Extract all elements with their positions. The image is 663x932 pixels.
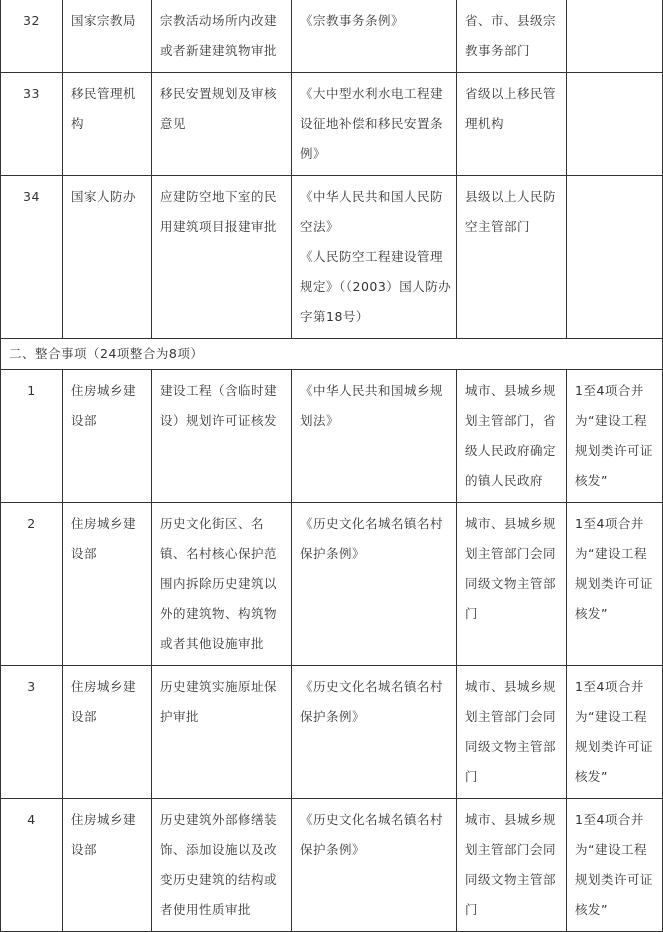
basis-cell — [292, 73, 457, 176]
department-cell: 国家宗教局 — [63, 0, 152, 73]
department-cell: 住房城乡建设部 — [63, 666, 152, 799]
authority-cell: 城市、县城乡规划主管部门会同同级文物主管部门 — [457, 503, 567, 666]
table-row — [1, 799, 663, 932]
section-title: 二、整合事项（24项整合为8项） — [1, 339, 663, 370]
item-cell: 建设工程（含临时建设）规划许可证核发 — [152, 370, 292, 503]
item-cell: 宗教活动场所内改建或者新建建筑物审批 — [152, 0, 292, 73]
note-cell: 1至4项合并为“建设工程规划类许可证核发” — [567, 666, 663, 799]
row-number: 3 — [1, 666, 63, 799]
item-cell: 历史文化街区、名镇、名村核心保护范围内拆除历史建筑以外的建筑物、构筑物或者其他设施审批 — [152, 503, 292, 666]
note-cell — [567, 73, 663, 176]
item-cell: 历史建筑实施原址保护审批 — [152, 666, 292, 799]
authority-cell: 城市、县城乡规划主管部门，省级人民政府确定的镇人民政府 — [457, 370, 567, 503]
department-cell: 移民管理机构 — [63, 73, 152, 176]
note-cell: 1至4项合并为“建设工程规划类许可证核发” — [567, 370, 663, 503]
authority-cell: 城市、县城乡规划主管部门会同同级文物主管部门 — [457, 666, 567, 799]
item-cell: 移民安置规划及审核意见 — [152, 73, 292, 176]
note-cell — [567, 0, 663, 73]
basis-cell — [292, 176, 457, 339]
basis-cell — [292, 503, 457, 666]
row-number: 4 — [1, 799, 63, 932]
basis-cell — [292, 0, 457, 73]
basis-text: 《人民防空工程建设管理规定》（（2003）国人防办字第18号） — [300, 249, 452, 324]
authority-cell: 城市、县城乡规划主管部门会同同级文物主管部门 — [457, 799, 567, 932]
basis-text: 《中华人民共和国城乡规划法》 — [300, 383, 444, 428]
row-number: 32 — [1, 0, 63, 73]
note-cell: 1至4项合并为“建设工程规划类许可证核发” — [567, 503, 663, 666]
department-cell: 住房城乡建设部 — [63, 503, 152, 666]
basis-text: 《中华人民共和国人民防空法》 — [300, 189, 444, 234]
table-row — [1, 370, 663, 503]
item-cell: 应建防空地下室的民用建筑项目报建审批 — [152, 176, 292, 339]
basis-text: 《大中型水利水电工程建设征地补偿和移民安置条例》 — [300, 86, 444, 161]
table-row — [1, 0, 663, 73]
basis-cell — [292, 666, 457, 799]
table-row — [1, 503, 663, 666]
basis-text: 《历史文化名城名镇名村保护条例》 — [300, 812, 444, 857]
department-cell: 住房城乡建设部 — [63, 370, 152, 503]
basis-cell — [292, 370, 457, 503]
row-number: 2 — [1, 503, 63, 666]
department-cell: 住房城乡建设部 — [63, 799, 152, 932]
department-cell: 国家人防办 — [63, 176, 152, 339]
table-row — [1, 666, 663, 799]
row-number: 1 — [1, 370, 63, 503]
authority-cell: 县级以上人民防空主管部门 — [457, 176, 567, 339]
row-number: 33 — [1, 73, 63, 176]
table-row — [1, 176, 663, 339]
basis-cell — [292, 799, 457, 932]
row-number: 34 — [1, 176, 63, 339]
table-row — [1, 73, 663, 176]
item-cell: 历史建筑外部修缮装饰、添加设施以及改变历史建筑的结构或者使用性质审批 — [152, 799, 292, 932]
authority-cell: 省、市、县级宗教事务部门 — [457, 0, 567, 73]
authority-cell: 省级以上移民管理机构 — [457, 73, 567, 176]
basis-text: 《历史文化名城名镇名村保护条例》 — [300, 679, 444, 724]
note-cell: 1至4项合并为“建设工程规划类许可证核发” — [567, 799, 663, 932]
section-header-row — [1, 339, 663, 370]
basis-text: 《宗教事务条例》 — [300, 13, 405, 28]
note-cell — [567, 176, 663, 339]
basis-text: 《历史文化名城名镇名村保护条例》 — [300, 516, 444, 561]
